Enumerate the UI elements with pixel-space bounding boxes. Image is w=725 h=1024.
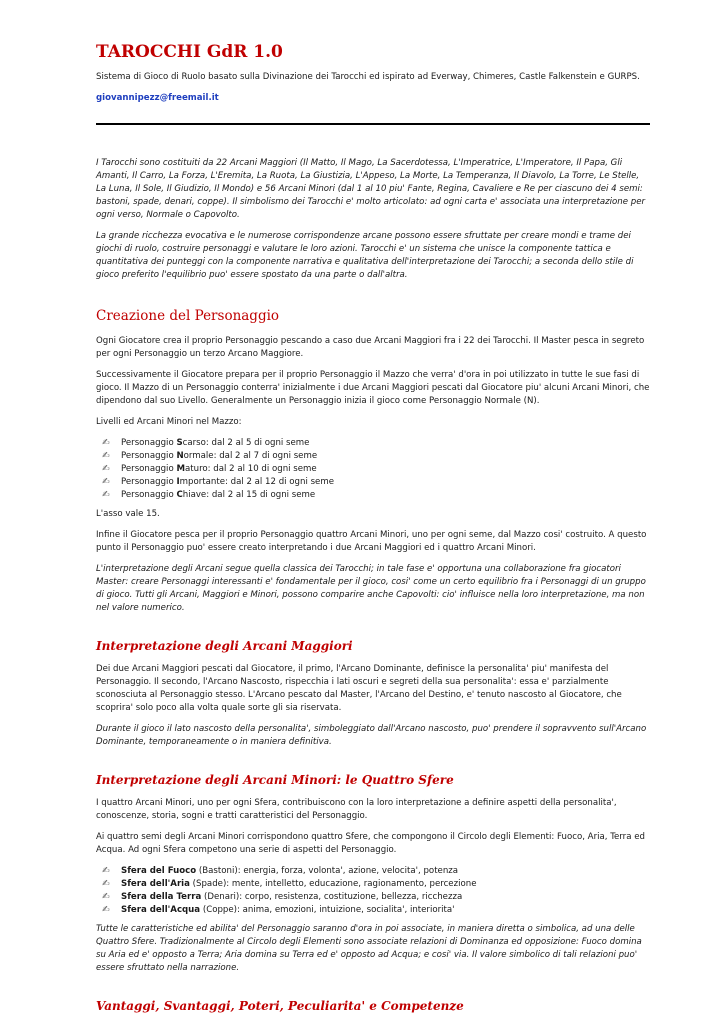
list-item: ✍ Personaggio Maturo: dal 2 al 10 di ogni seme <box>102 464 317 474</box>
maggiori-paragraph-1: Dei due Arcani Maggiori pescati dal Giocatore, il primo, l'Arcano Dominante, definisce la personalita' piu' manifesta del Personaggio. Il secondo, l'Arcano Nascosto, rispecchia i lati oscuri e segreti della sua personalita': essa e' parzialmente sconosciuta al Personaggio stesso. L'Arcano pescato dal Master, l'Arcano del Destino, e' tenuto nascosto al Giocatore, che scoprira' solo poco alla volta quale sorte gli sia riservata. <box>96 664 622 713</box>
list-item: ✍ Personaggio Scarso: dal 2 al 5 di ogni seme <box>102 438 310 448</box>
quill-pen-icon: ✍ <box>102 451 110 461</box>
minori-paragraph-3: Tutte le caratteristiche ed abilita' del Personaggio saranno d'ora in poi associate, in maniera diretta o simbolica, ad una delle Quattro Sfere. Tradizionalmente al Circolo degli Elementi sono associate relazioni di Dominanza ed opposizione: Fuoco domina su Aria ed e' opposto a Terra; Aria domina su Terra ed e' opposto ad Acqua; e cosi' via. Il valore simbolico di tali relazioni puo' essere sfruttato nella narrazione. <box>96 924 642 973</box>
creazione-paragraph-2: Successivamente il Giocatore prepara per il proprio Personaggio il Mazzo che verra' d'ora in poi utilizzato in tutte le sue fasi di gioco. Il Mazzo di un Personaggio conterra' inizialmente i due Arcani Maggiori pescati dal Giocatore piu' alcuni Arcani Minori, che dipendono dal suo Livello. Generalmente un Personaggio inizia il gioco come Personaggio Normale (N). <box>96 370 650 406</box>
quill-pen-icon: ✍ <box>102 905 110 915</box>
section-title-creazione: Creazione del Personaggio <box>96 308 280 324</box>
list-item: ✍ Personaggio Normale: dal 2 al 7 di ogni seme <box>102 451 318 461</box>
horizontal-divider <box>96 123 650 125</box>
section-title-maggiori: Interpretazione degli Arcani Maggiori <box>96 639 353 653</box>
creazione-paragraph-4: L'interpretazione degli Arcani segue quella classica dei Tarocchi; in tale fase e' opportuna una collaborazione fra giocatori Master: creare Personaggi interessanti e' fondamentale per il gioco, cosi' come un certo equilibrio fra i Personaggi di un gruppo di gioco. Tutti gli Arcani, Maggiori e Minori, possono comparire anche Capovolti: cio' influisce nella loro interpretazione, ma non nel valore numerico. <box>96 564 646 613</box>
creazione-paragraph-1: Ogni Giocatore crea il proprio Personaggio pescando a caso due Arcani Maggiori fra i 22 dei Tarocchi. Il Master pesca in segreto per ogni Personaggio un terzo Arcano Maggiore. <box>96 336 645 359</box>
list-item: ✍ Personaggio Chiave: dal 2 al 15 di ogni seme <box>102 490 316 500</box>
list-item: ✍ Sfera dell'Acqua (Coppe): anima, emozioni, intuizione, socialita', interiorita' <box>102 905 455 915</box>
creazione-paragraph-3: Infine il Giocatore pesca per il proprio Personaggio quattro Arcani Minori, uno per ogni seme, dal Mazzo cosi' costruito. A questo punto il Personaggio puo' essere creato interpretando i due Arcani Maggiori ed i quattro Arcani Minori. <box>96 530 647 553</box>
quill-pen-icon: ✍ <box>102 892 110 902</box>
quill-pen-icon: ✍ <box>102 477 110 487</box>
document-content <box>96 42 650 1023</box>
page-subtitle: Sistema di Gioco di Ruolo basato sulla Divinazione dei Tarocchi ed ispirato ad Everway, Chimeres, Castle Falkenstein e GURPS. <box>96 72 640 82</box>
spheres-list <box>102 865 650 917</box>
list-item: ✍ Sfera del Fuoco (Bastoni): energia, forza, volonta', azione, velocita', potenza <box>102 866 459 876</box>
quill-pen-icon: ✍ <box>102 866 110 876</box>
intro-paragraph-1: I Tarocchi sono costituiti da 22 Arcani Maggiori (Il Matto, Il Mago, La Sacerdotessa, L'Imperatrice, L'Imperatore, Il Papa, Gli Amanti, Il Carro, La Forza, L'Eremita, La Ruota, La Giustizia, L'Appeso, La Morte, La Temperanza, Il Diavolo, La Torre, Le Stelle, La Luna, Il Sole, Il Giudizio, Il Mondo) e 56 Arcani Minori (dal 1 al 10 piu' Fante, Regina, Cavaliere e Re per ciascuno dei 4 semi: bastoni, spade, denari, coppe). Il simbolismo dei Tarocchi e' molto articolato: ad ogni carta e' associata una interpretazione per ogni verso, Normale o Capovolto. <box>96 158 646 220</box>
list-item: ✍ Sfera dell'Aria (Spade): mente, intelletto, educazione, ragionamento, percezione <box>102 879 477 889</box>
levels-list <box>102 437 650 502</box>
quill-pen-icon: ✍ <box>102 879 110 889</box>
quill-pen-icon: ✍ <box>102 490 110 500</box>
quill-pen-icon: ✍ <box>102 464 110 474</box>
quill-pen-icon: ✍ <box>102 438 110 448</box>
asso-note: L'asso vale 15. <box>96 509 160 519</box>
section-title-minori: Interpretazione degli Arcani Minori: le Quattro Sfere <box>96 773 454 787</box>
page-title: TAROCCHI GdR 1.0 <box>96 42 283 62</box>
author-email-link[interactable]: giovannipezz@freemail.it <box>96 93 219 103</box>
list-item: ✍ Personaggio Importante: dal 2 al 12 di ogni seme <box>102 477 334 487</box>
intro-paragraph-2: La grande ricchezza evocativa e le numerose corrispondenze arcane possono essere sfruttate per creare mondi e trame dei giochi di ruolo, costruire personaggi e valutare le loro azioni. Tarocchi e' un sistema che unisce la componente tattica e quantitativa dei punteggi con la componente narrativa e qualitativa dell'interpretazione dei Tarocchi; a seconda dello stile di gioco preferito l'equilibrio puo' essere spostato da una parte o dall'altra. <box>96 231 634 280</box>
minori-paragraph-1: I quattro Arcani Minori, uno per ogni Sfera, contribuiscono con la loro interpretazione a definire aspetti della personalita', conoscenze, storia, sogni e tratti caratteristici del Personaggio. <box>96 798 617 821</box>
section-title-vantaggi: Vantaggi, Svantaggi, Poteri, Peculiarita' e Competenze <box>96 999 464 1013</box>
list-item: ✍ Sfera della Terra (Denari): corpo, resistenza, costituzione, bellezza, ricchezza <box>102 892 463 902</box>
minori-paragraph-2: Ai quattro semi degli Arcani Minori corrispondono quattro Sfere, che compongono il Circolo degli Elementi: Fuoco, Aria, Terra ed Acqua. Ad ogni Sfera competono una serie di aspetti del Personaggio. <box>96 832 645 855</box>
levels-label: Livelli ed Arcani Minori nel Mazzo: <box>96 417 242 427</box>
maggiori-paragraph-2: Durante il gioco il lato nascosto della personalita', simboleggiato dall'Arcano nascosto, puo' prendere il sopravvento sull'Arcano Dominante, temporaneamente o in maniera definitiva. <box>96 724 647 747</box>
